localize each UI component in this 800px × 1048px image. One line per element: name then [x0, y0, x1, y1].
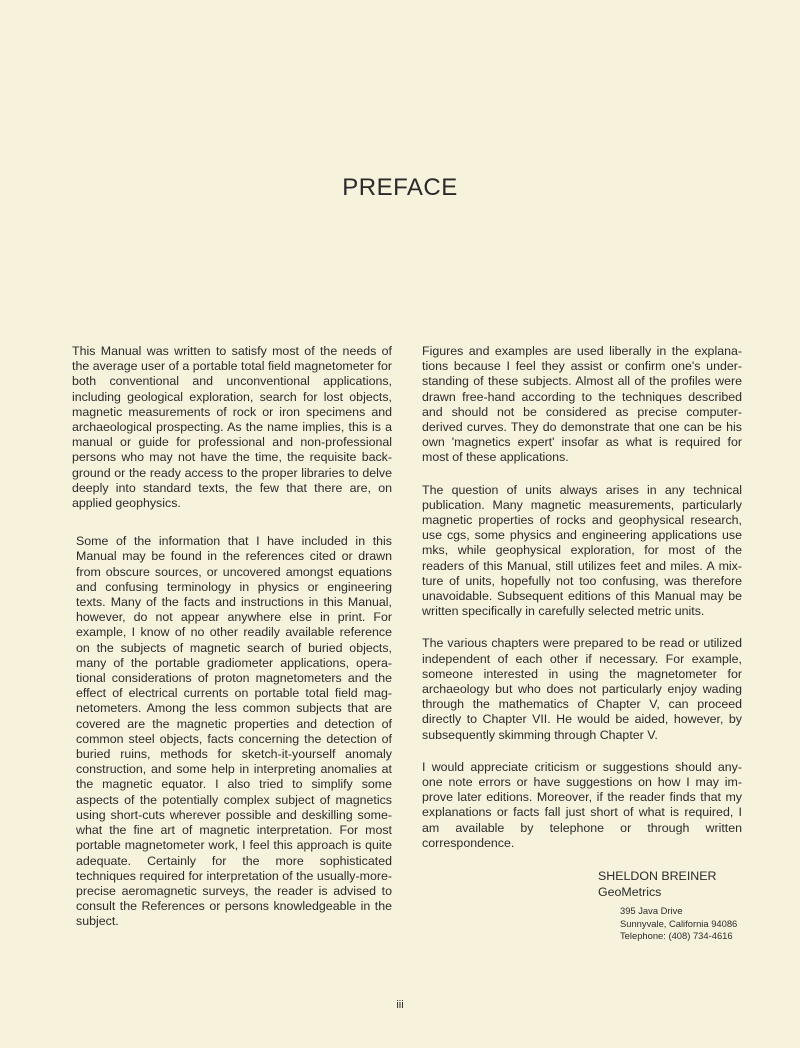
- paragraph: The various chapters were prepared to be read or utilized independent of each other if necessary. For example, someone interested in using the magnetometer for archaeology but who does not particularly enjoy wading through the mathematics of Chapter V, can proceed directly to Chapter VII. He would be aided, however, by subsequently skimming through Chapter V.: [422, 636, 742, 742]
- address-line: Sunnyvale, California 94086: [620, 917, 738, 929]
- paragraph: I would appreciate criticism or suggestions should any-one note errors or have suggestions on how I may im-prove later editions. Moreover, if the reader finds that my explanations or facts fall just short of what is required, I am available by telephone or through written correspondence.: [422, 759, 742, 850]
- telephone-line: Telephone: (408) 734-4616: [620, 929, 733, 941]
- author-organization: GeoMetrics: [598, 885, 662, 900]
- paragraph: This Manual was written to satisfy most of the needs of the average user of a portable total field magnetometer for both conventional and unconventional applications, including geological exploration, search for lost objects, magnetic measurements of rock or iron specimens and archaeological prospecting. As the name implies, this is a manual or guide for professional and non-professional persons who may not have the time, the requisite back-ground or the ready access to the proper libraries to delve deeply into standard texts, the few that there are, on applied geophysics.: [72, 344, 392, 511]
- right-column: [422, 344, 742, 942]
- paragraph: The question of units always arises in any technical publication. Many magnetic measurements, particularly magnetic properties of rocks and geophysical research, use cgs, some physics and engineering applications use mks, while geophysical exploration, for most of the readers of this Manual, still utilizes feet and miles. A mix-ture of units, hopefully not too confusing, was therefore unavoidable. Subsequent editions of this Manual may be written specifically in carefully selected metric units.: [422, 482, 742, 619]
- left-column: [72, 344, 392, 947]
- paragraph: Some of the information that I have included in this Manual may be found in the references cited or drawn from obscure sources, or uncovered amongst equations and confusing terminology in physics or engineering texts. Many of the facts and instructions in this Manual, however, do not appear anywhere else in print. For example, I know of no other readily available reference on the subjects of magnetic search of buried objects, many of the portable gradiometer applications, opera-tional considerations of proton magnetometers and the effect of electrical currents on portable total field mag-netometers. Among the less common subjects that are covered are the magnetic properties and detection of common steel objects, facts concerning the detection of buried ruins, methods for sketch-it-yourself anomaly construction, and some help in interpreting anomalies at the magnetic equator. I also tried to simplify some aspects of the potentially complex subject of magnetics using short-cuts wherever possible and deskilling some-what the fine art of magnetic interpretation. For most portable magnetometer work, I feel this approach is quite adequate. Certainly for the more sophisticated techniques required for interpretation of the usually-more-precise aeromagnetic surveys, the reader is advised to consult the References or persons knowledgeable in the subject.: [76, 534, 392, 929]
- page-number: iii: [396, 999, 404, 1011]
- paragraph: Figures and examples are used liberally in the explana-tions because I feel they assist or confirm one's under-standing of these subjects. Almost all of the profiles were drawn free-hand according to the techniques described and should not be considered as precise computer-derived curves. They do demonstrate that one can be his own 'magnetics expert' insofar as what is required for most of these applications.: [422, 344, 742, 465]
- page-title: PREFACE: [342, 174, 458, 201]
- address-line: 395 Java Drive: [620, 905, 683, 917]
- signature-block: [598, 868, 742, 942]
- author-name: SHELDON BREINER: [598, 869, 717, 884]
